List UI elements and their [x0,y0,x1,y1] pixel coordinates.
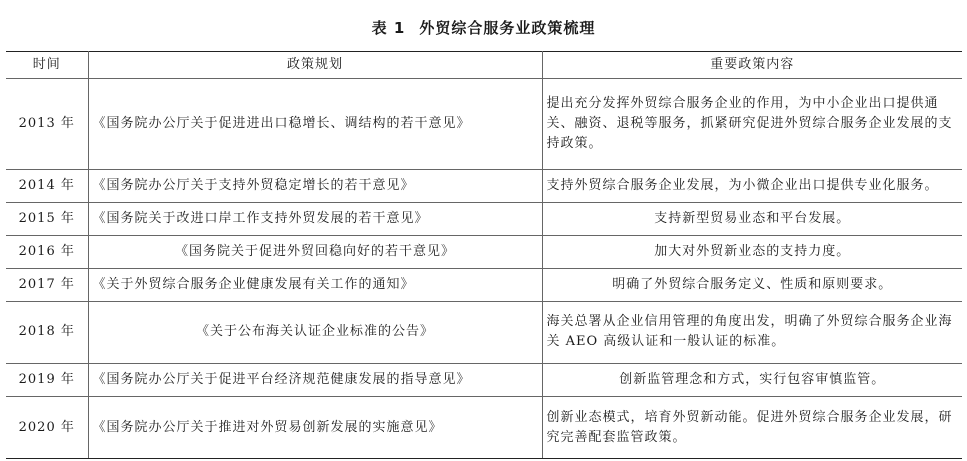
row-policy-plan: 《国务院关于改进口岸工作支持外贸发展的若干意见》 [88,202,542,235]
row-policy-plan: 《国务院办公厅关于推进对外贸易创新发展的实施意见》 [88,397,542,459]
row-year: 2015 年 [6,202,88,235]
table-row [6,302,962,364]
row-policy-content: 支持新型贸易业态和平台发展。 [542,202,962,235]
row-year: 2017 年 [6,268,88,301]
table-caption [0,18,967,38]
table-row [6,169,962,202]
row-policy-plan: 《国务院办公厅关于促进平台经济规范健康发展的指导意见》 [88,363,542,396]
row-year: 2014 年 [6,169,88,202]
row-policy-content: 海关总署从企业信用管理的角度出发，明确了外贸综合服务企业海关 AEO 高级认证和一般认证的标准。 [542,302,962,364]
table-row [6,363,962,396]
row-policy-plan: 《国务院关于促进外贸回稳向好的若干意见》 [88,235,542,268]
table-number: 表 1 [371,19,406,37]
header-policy-plan: 政策规划 [88,52,542,79]
table-row [6,397,962,459]
row-policy-plan: 《国务院办公厅关于支持外贸稳定增长的若干意见》 [88,169,542,202]
row-policy-content: 创新监管理念和方式，实行包容审慎监管。 [542,363,962,396]
row-year: 2013 年 [6,79,88,170]
table-row [6,235,962,268]
row-policy-content: 加大对外贸新业态的支持力度。 [542,235,962,268]
table-row [6,268,962,301]
row-year: 2019 年 [6,363,88,396]
table-row [6,79,962,170]
row-policy-plan: 《关于公布海关认证企业标准的公告》 [88,302,542,364]
policy-table [6,51,962,459]
row-year: 2016 年 [6,235,88,268]
table-title: 外贸综合服务业政策梳理 [419,19,596,37]
header-policy-content: 重要政策内容 [542,52,962,79]
row-policy-plan: 《国务院办公厅关于促进进出口稳增长、调结构的若干意见》 [88,79,542,170]
table-row [6,202,962,235]
row-year: 2018 年 [6,302,88,364]
header-time: 时间 [6,52,88,79]
row-policy-content: 创新业态模式，培育外贸新动能。促进外贸综合服务企业发展，研究完善配套监管政策。 [542,397,962,459]
row-policy-content: 提出充分发挥外贸综合服务企业的作用，为中小企业出口提供通关、融资、退税等服务，抓紧研究促进外贸综合服务企业发展的支持政策。 [542,79,962,170]
table-header-row [6,52,962,79]
row-year: 2020 年 [6,397,88,459]
row-policy-content: 支持外贸综合服务企业发展，为小微企业出口提供专业化服务。 [542,169,962,202]
row-policy-content: 明确了外贸综合服务定义、性质和原则要求。 [542,268,962,301]
row-policy-plan: 《关于外贸综合服务企业健康发展有关工作的通知》 [88,268,542,301]
